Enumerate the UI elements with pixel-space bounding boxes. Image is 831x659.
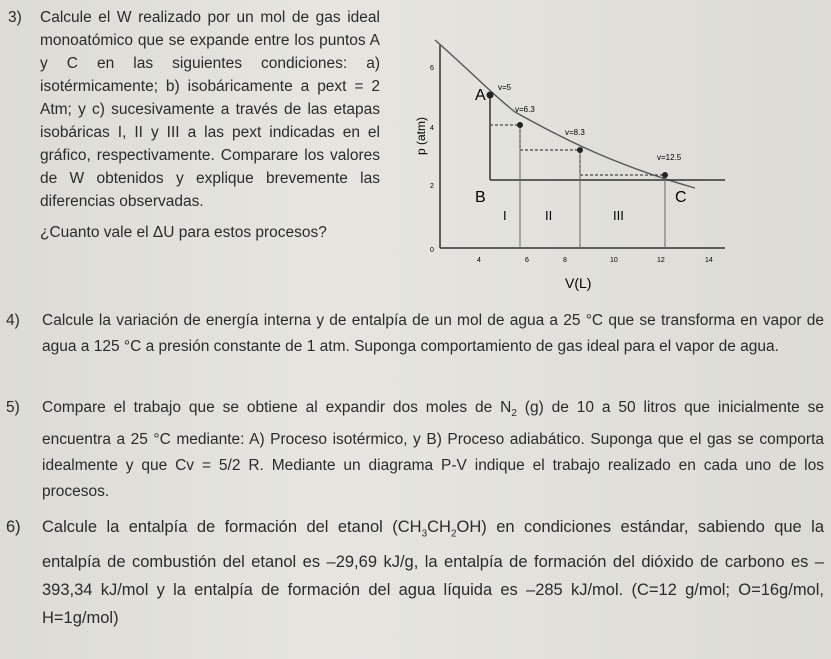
label-v5: v=5 — [498, 83, 512, 92]
question-6 — [6, 513, 824, 632]
question-number: 4) — [6, 312, 20, 329]
label-v83: v=8.3 — [565, 128, 585, 137]
x-tick-4: 4 — [477, 257, 481, 264]
text-part: Calcule la entalpía de formación del etanol (CH — [42, 518, 422, 536]
question-number: 3) — [8, 9, 22, 26]
label-region-iii: III — [613, 208, 624, 223]
label-point-b: B — [475, 189, 486, 206]
label-v63: v=6.3 — [515, 105, 535, 114]
point-c-marker — [662, 172, 668, 178]
label-region-i: I — [503, 208, 507, 223]
question-3 — [8, 6, 380, 244]
question-4 — [6, 308, 824, 360]
x-tick-14: 14 — [705, 257, 713, 264]
x-tick-12: 12 — [657, 257, 665, 264]
label-region-ii: II — [545, 208, 553, 223]
subscript: 2 — [511, 408, 517, 420]
question-number: 6) — [6, 518, 21, 536]
question-5 — [6, 395, 824, 505]
question-text: Calcule la variación de energía interna y de entalpía de un mol de agua a 25 °C que se transforma en vapor de agua a 125 °C a presión constante de 1 atm. Suponga comportamiento de gas ideal para el vapor de agua. — [42, 312, 824, 355]
text-part: Compare el trabajo que se obtiene al expandir dos moles de N — [42, 399, 512, 416]
point-step1-marker — [517, 122, 523, 128]
subscript: 3 — [421, 528, 428, 540]
y-tick-4: 4 — [430, 125, 434, 132]
y-axis-label: p (atm) — [414, 116, 428, 155]
y-tick-2: 2 — [430, 183, 434, 190]
x-tick-8: 8 — [563, 257, 567, 264]
point-a-marker — [487, 92, 494, 99]
text-part: CH — [427, 518, 451, 536]
question-text: Calcule el W realizado por un mol de gas ideal monoatómico que se expande entre los puntos A y C en las siguientes condiciones: a) isotérmicamente; b) isobáricamente a pext = 2 Atm; y c) sucesivamente a través de las etapas isobáricas I, II y III a las pext indicadas en el gráfico, respectivamente. Comparare los valores de W obtenidos y explique brevemente las diferencias observadas. — [40, 9, 380, 210]
point-step2-marker — [577, 147, 583, 153]
question-number: 5) — [6, 399, 20, 416]
y-tick-0: 0 — [430, 247, 434, 254]
pv-diagram — [395, 30, 735, 300]
isotherm-curve — [435, 40, 695, 188]
label-v125: v=12.5 — [657, 153, 682, 162]
label-point-c: C — [675, 189, 687, 206]
text-part: OH) en condiciones estándar, sabiendo que la entalpía de combustión del etanol es –29,69 kJ/g, la entalpía de formación del dióxido de carbono es –393,34 kJ/mol y la entalpía de formación del agua líquida es –285 kJ/mol. (C=12 g/mol; O=16g/mol, H=1g/mol) — [42, 518, 824, 628]
question-text — [42, 395, 824, 505]
text-part: (g) de 10 a 50 litros que inicialmente se encuentra a 25 °C mediante: A) Proceso isotérmico, y B) Proceso adiabático. Suponga que el gas se comporta idealmente y que Cv = 5/2 R. Mediante un diagrama P-V indique el trabajo realizado en cada uno de los procesos. — [42, 399, 824, 501]
subscript: 2 — [450, 528, 457, 540]
question-text — [42, 513, 824, 632]
x-tick-10: 10 — [610, 257, 618, 264]
label-point-a: A — [475, 87, 486, 104]
question-subtext: ¿Cuanto vale el ΔU para estos procesos? — [40, 224, 327, 241]
x-tick-6: 6 — [525, 257, 529, 264]
x-axis-label: V(L) — [565, 275, 592, 291]
y-tick-6: 6 — [430, 65, 434, 72]
